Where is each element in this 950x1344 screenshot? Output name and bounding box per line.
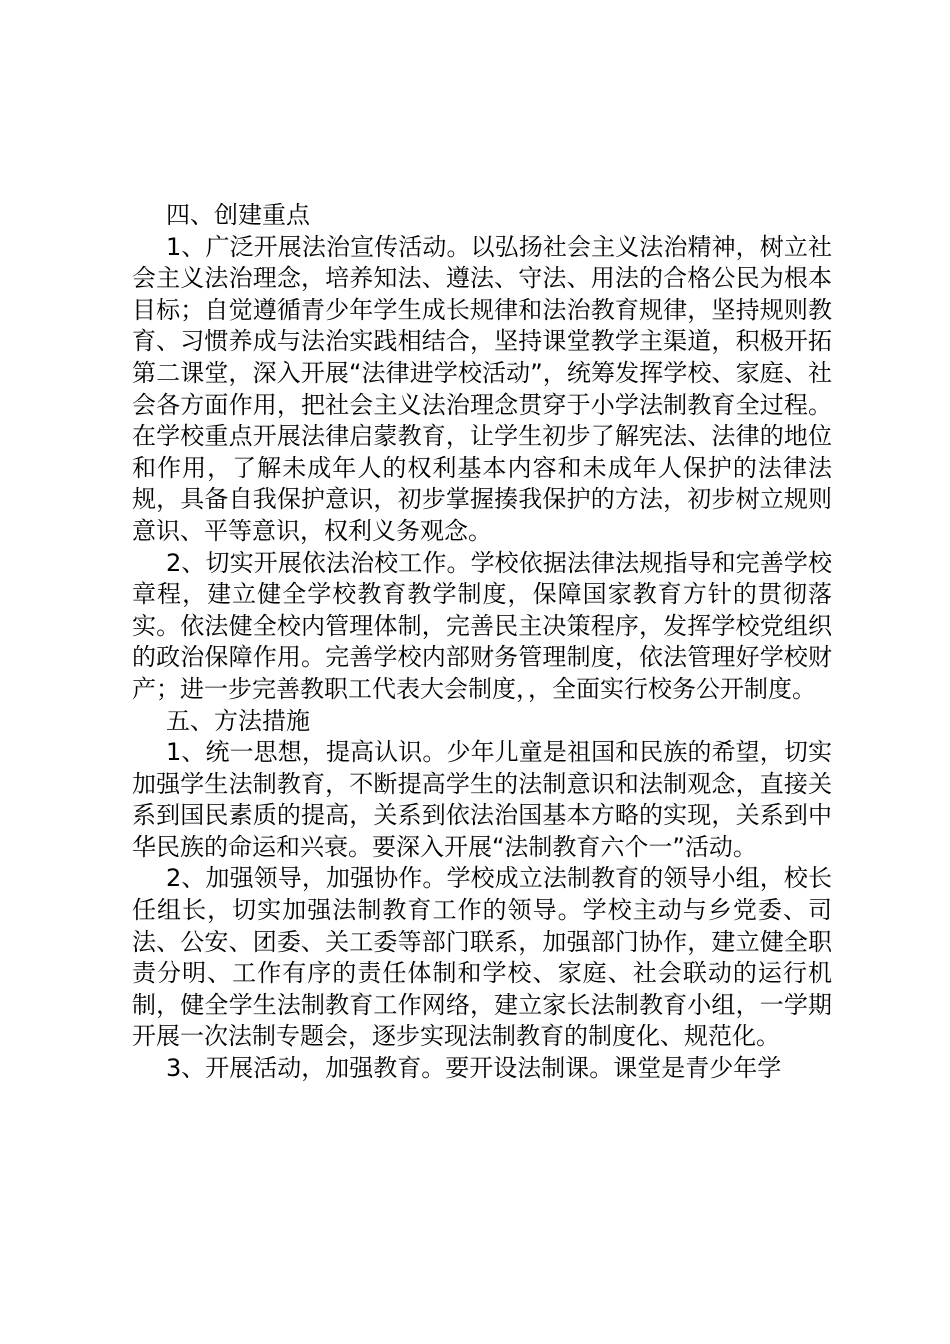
paragraph-strengthen-leadership: 2、加强领导，加强协作。学校成立法制教育的领导小组，校长任组长，切实加强法制教育工作的领导。学校主动与乡党委、司法、公安、团委、关工委等部门联系，加强部门协作，建立健全职责分明、工作有序的责任体制和学校、家庭、社会联动的运行机制，健全学生法制教育工作网络，建立家长法制教育小组，一学期开展一次法制专题会，逐步实现法制教育的制度化、规范化。 — [132, 864, 832, 1051]
paragraph-legal-publicity: 1、广泛开展法治宣传活动。以弘扬社会主义法治精神，树立社会主义法治理念，培养知法、遵法、守法、用法的合格公民为根本目标；自觉遵循青少年学生成长规律和法治教育规律，坚持规则教育、习惯养成与法治实践相结合，坚持课堂教学主渠道，积极开拓第二课堂，深入开展“法律进学校活动”，统筹发挥学校、家庭、社会各方面作用，把社会主义法治理念贯穿于小学法制教育全过程。在学校重点开展法律启蒙教育，让学生初步了解宪法、法律的地位和作用，了解未成年人的权利基本内容和未成年人保护的法律法规，具备自我保护意识，初步掌握揍我保护的方法，初步树立规则意识、平等意识，权利义务观念。 — [132, 232, 832, 545]
document-body — [132, 200, 832, 1085]
paragraph-rule-of-law-school: 2、切实开展依法治校工作。学校依据法律法规指导和完善学校章程，建立健全学校教育教学制度，保障国家教育方针的贯彻落实。依法健全校内管理体制，完善民主决策程序，发挥学校党组织的政治保障作用。完善学校内部财务管理制度，依法管理好学校财产；进一步完善教职工代表大会制度，，全面实行校务公开制度。 — [132, 548, 832, 703]
section-heading-methods: 五、方法措施 — [166, 706, 310, 735]
paragraph-carry-out-activities: 3、开展活动，加强教育。要开设法制课。课堂是青少年学 — [166, 1054, 782, 1083]
section-heading-key-points: 四、创建重点 — [166, 201, 310, 229]
paragraph-unify-thinking: 1、统一思想，提高认识。少年儿童是祖国和民族的希望，切实加强学生法制教育，不断提高学生的法制意识和法制观念，直接关系到国民素质的提高，关系到依法治国基本方略的实现，关系到中华民族的命运和兴衰。要深入开展“法制教育六个一”活动。 — [132, 738, 832, 861]
